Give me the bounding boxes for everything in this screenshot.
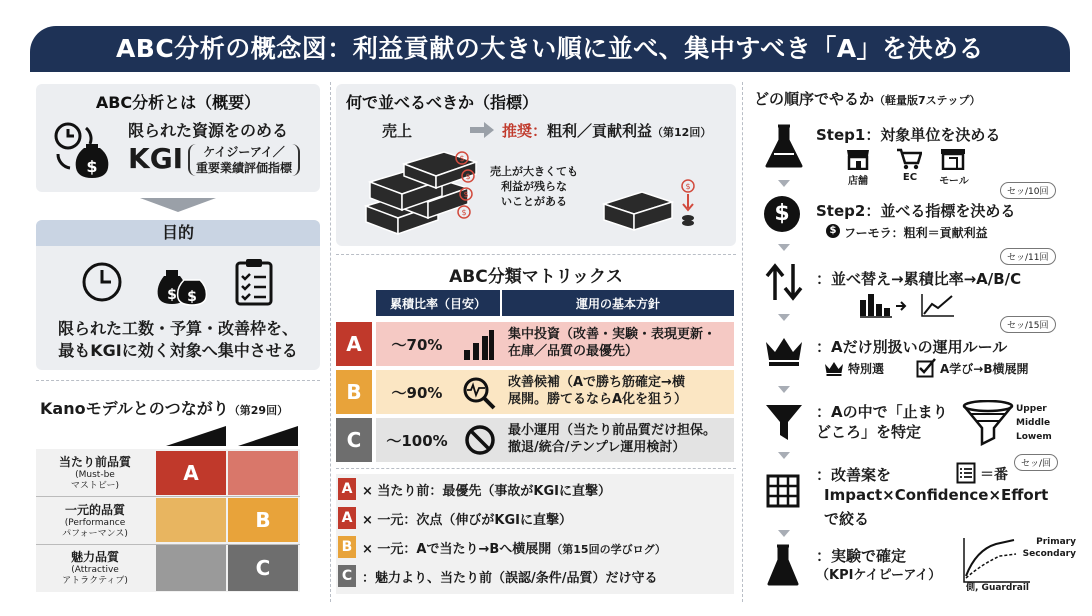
purpose-heading: 目的 <box>36 220 320 246</box>
bar-chart-icon <box>462 328 496 362</box>
rule-letter-1: A <box>338 478 356 500</box>
matrix-letter-b: B <box>336 370 372 414</box>
matrix-letter-a: A <box>336 322 372 366</box>
kano-row-performance: 一元的品質 (Performance パフォーマンス) <box>62 503 128 539</box>
kano-cell-c1 <box>156 545 226 591</box>
clock-money-icon <box>50 120 112 180</box>
step2-badge: セッ/10回 <box>1000 182 1056 199</box>
arrow-right-icon <box>470 122 494 138</box>
kano-cell-c: C <box>228 545 298 591</box>
step-arrow-3 <box>778 314 790 321</box>
sort-arrows-icon <box>764 262 804 302</box>
dollar-icon: $ <box>764 196 800 232</box>
step3-badge: セッ/11回 <box>1000 248 1056 265</box>
kgi-note-2: 重要業績評価指標 <box>196 161 293 175</box>
rule-text-2: × 一元：次点（伸びがKGIに直撃） <box>362 513 572 528</box>
step-arrow-1 <box>778 180 790 187</box>
step2-formula: フーモラ：粗利＝貢献利益 <box>844 226 988 240</box>
middle-divider-2 <box>336 468 736 469</box>
ramp-icon-1 <box>166 426 226 446</box>
rule-text-4: ：魅力より、当たり前（誤認/条件/品質）だけ守る <box>362 571 658 586</box>
matrix-col-ratio: 累積比率（目安） <box>376 290 500 316</box>
step-arrow-5 <box>778 452 790 459</box>
svg-text:$: $ <box>167 287 177 303</box>
matrix-letter-c: C <box>336 418 372 462</box>
flask-icon <box>764 124 804 170</box>
checklist-icon <box>234 258 274 306</box>
metric-caption: 売上が大きくても 利益が残らな いことがある <box>490 165 578 208</box>
about-panel <box>36 84 320 192</box>
kano-cell-b1 <box>156 498 226 542</box>
step4-item2: A学び→B横展開 <box>940 362 1029 376</box>
svg-text:$: $ <box>463 190 469 199</box>
left-divider <box>36 380 320 381</box>
ramp-icon-2 <box>238 426 298 446</box>
clock-icon <box>80 260 124 304</box>
rule-letter-4: C <box>338 565 356 587</box>
matrix-ratio-a: ～70% <box>391 336 443 354</box>
purpose-panel <box>36 220 320 370</box>
step-arrow-4 <box>778 386 790 393</box>
kano-cell-b: B <box>228 498 298 542</box>
step6-title1: ：改善案を <box>816 466 892 484</box>
coin-chain-icon <box>446 150 476 220</box>
money-bags-icon <box>154 258 208 306</box>
mall-icon <box>940 148 966 170</box>
metric-heading: 何で並べるべきか（指標） <box>346 93 539 112</box>
experiment-legend: Primary Secondary <box>1022 537 1076 559</box>
rule-text-3: × 一元：Aで当たり→Bへ横展開（第15回の学びログ） <box>362 542 666 557</box>
kgi-label: KGI <box>128 142 184 175</box>
svg-text:$: $ <box>86 157 98 176</box>
beaker-icon <box>766 544 800 588</box>
chevron-down-icon <box>140 198 216 212</box>
grid-icon <box>766 474 800 508</box>
purpose-text <box>36 318 320 362</box>
purpose-text-1: 限られた工数・予算・改善枠を、 <box>57 319 298 338</box>
svg-text:$: $ <box>187 289 197 305</box>
step4-badge: セッ/15回 <box>1000 316 1056 333</box>
rule-letter-2: A <box>338 507 356 529</box>
store-icon <box>846 148 870 170</box>
step7-title: ：実験で確定 （KPIケイピーアイ） <box>816 547 942 583</box>
kano-row-mustbe: 当たり前品質 (Must-be マストビー) <box>58 455 131 491</box>
rule-text-1: × 当たり前：最優先（事故がKGIに直撃） <box>362 484 611 499</box>
kgi-note-1: ケイジーアイ／ <box>203 145 285 159</box>
kano-heading-note: （第29回） <box>228 404 289 417</box>
funnel-labels: Upper Middle Lowem <box>1016 404 1052 442</box>
step1-item-store: 店舗 <box>848 176 868 187</box>
matrix-policy-c: 最小運用（当たり前品質だけ担保。 撤退/統合/テンプレ運用検討） <box>508 423 717 455</box>
svg-text:$: $ <box>465 172 471 181</box>
filter-icon <box>764 402 804 442</box>
sales-label: 売上 <box>382 122 413 140</box>
kano-heading-text: Kanoモデルとのつながり <box>40 399 229 418</box>
step4-title: ：Aだけ別扱いの運用ルール <box>816 338 1008 356</box>
crown-icon <box>764 334 804 366</box>
recommend-text <box>502 120 711 141</box>
svg-text:$: $ <box>459 154 465 163</box>
funnel-icon <box>962 400 1014 446</box>
step1-item-ec: EC <box>902 172 918 183</box>
prohibited-icon <box>464 424 496 456</box>
kano-heading <box>40 396 288 419</box>
step5-title: ：Aの中で「止まり どころ」を特定 <box>816 403 948 441</box>
recommend-note: （第12回） <box>652 126 712 139</box>
recommend-label: 推奨： <box>502 122 548 140</box>
step6-title2: Impact×Confidence×Effort <box>824 486 1049 504</box>
magnifier-pulse-icon <box>462 376 496 410</box>
step-arrow-6 <box>778 530 790 537</box>
middle-divider <box>336 254 736 255</box>
rule-letter-3: B <box>338 536 356 558</box>
step1-title: Step1：対象単位を決める <box>816 126 1001 144</box>
recommend-value: 粗利／貢献利益 <box>547 122 653 140</box>
step6-badge: セッ/回 <box>1014 454 1058 471</box>
kano-row-attractive: 魅力品質 (Attractive アトラクティブ) <box>62 550 128 586</box>
kgi-note <box>188 144 300 176</box>
matrix-col-policy: 運用の基本方針 <box>502 290 734 316</box>
svg-text:$: $ <box>685 182 691 191</box>
matrix-ratio-b: ～90% <box>391 384 443 402</box>
experiment-legend-guardrail: 側, Guardrail <box>966 583 1029 593</box>
step-arrow-2 <box>778 244 790 251</box>
about-heading: ABC分析とは（概要） <box>95 93 261 112</box>
column-divider-left <box>330 82 331 602</box>
step3-title: ：並べ替え→累積比率→A/B/C <box>816 270 1022 288</box>
list-doc-icon <box>956 462 976 484</box>
steps-heading: どの順序でやるか（軽量版7ステップ） <box>754 90 981 108</box>
checkbox-icon <box>916 358 936 378</box>
step2-title: Step2：並べる指標を決める <box>816 202 1016 220</box>
cart-icon <box>896 148 922 170</box>
purpose-text-2: 最もKGIに効く対象へ集中させる <box>58 341 298 360</box>
metric-panel <box>336 84 736 246</box>
step1-item-mall: モール <box>939 176 969 187</box>
cash-stack-small-icon <box>598 176 698 232</box>
matrix-ratio-c: ～100% <box>386 432 448 450</box>
step6-title3: で絞る <box>824 510 870 528</box>
dollar-small-icon: $ <box>826 224 840 238</box>
matrix-policy-b: 改善候補（Aで勝ち筋確定→横 展開。勝てるならA化を狙う） <box>508 375 688 407</box>
crown-small-icon <box>824 360 844 376</box>
page-title: ABC分析の概念図：利益貢献の大きい順に並べ、集中すべき「A」を決める <box>30 26 1070 72</box>
svg-text:$: $ <box>461 208 467 217</box>
matrix-heading: ABC分類マトリックス <box>449 267 623 287</box>
step6-eq: ＝番 <box>980 467 1008 483</box>
column-divider-right <box>742 82 743 602</box>
about-line1: 限られた資源をのめる <box>128 121 289 140</box>
kano-cell-a2 <box>228 451 298 495</box>
kano-cell-a: A <box>156 451 226 495</box>
bars-to-line-icon <box>860 292 956 318</box>
step4-item1: 特別選 <box>848 362 885 376</box>
matrix-policy-a: 集中投資（改善・実験・表現更新・ 在庫／品質の最優先） <box>508 327 717 359</box>
